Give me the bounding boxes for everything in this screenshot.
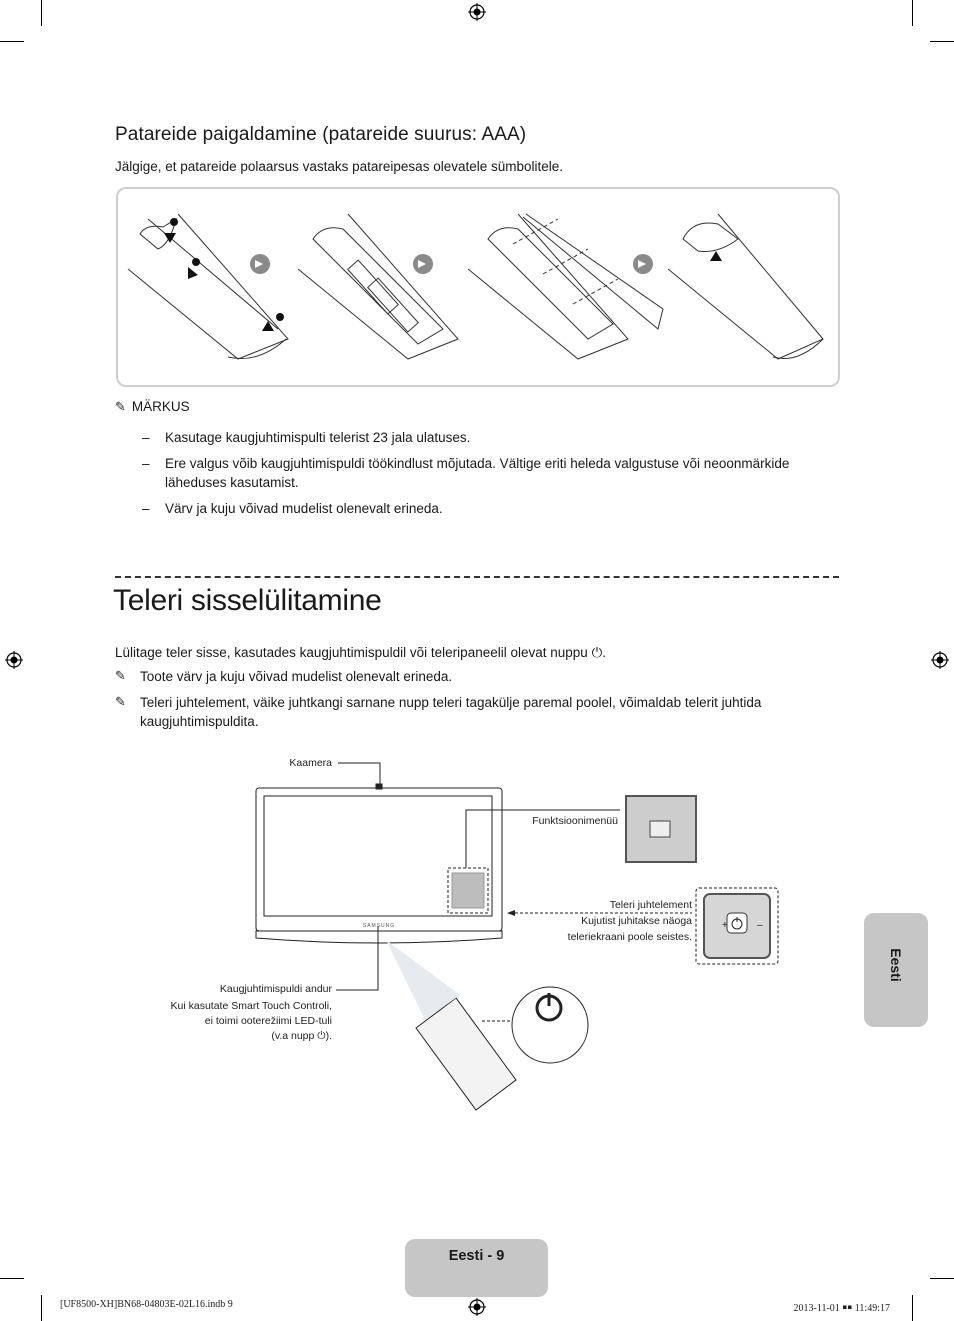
power-instruction: Lülitage teler sisse, kasutades kaugjuhtimispuldil või teleripaneelil olevat nuppu ⏻. [115, 645, 607, 661]
power-icon: ⏻ [591, 645, 603, 661]
section-intro: Jälgige, et patareide polaarsus vastaks patareipesas olevatele sümbolitele. [115, 159, 564, 174]
crop-mark [41, 0, 42, 26]
crop-mark [930, 41, 954, 42]
crop-mark [41, 1295, 42, 1321]
crop-mark [930, 1278, 954, 1279]
note-item-text: Kasutage kaugjuhtimispulti telerist 23 jala ulatuses. [165, 430, 471, 445]
camera-label: Kaamera [289, 757, 332, 769]
note-item-text: Ere valgus võib kaugjuhtimispuldi töökindlust mõjutada. Vältige eriti heleda valgustuse või neoonmärkide läheduses kasutamist. [165, 456, 790, 490]
crop-mark [912, 0, 913, 26]
crop-mark [912, 1295, 913, 1321]
note-heading-text: MÄRKUS [131, 399, 190, 414]
pencil-note-icon: ✎ [115, 695, 126, 710]
controller-description: Kujutist juhitakse näoga [581, 915, 692, 927]
sensor-description: Kui kasutate Smart Touch Controli, [170, 1000, 332, 1012]
crop-mark [0, 1278, 24, 1279]
controller-label: Teleri juhtelement [609, 899, 692, 911]
footer-timestamp: 2013-11-01 ￭￭ 11:49:17 [793, 1303, 890, 1314]
next-step-arrow-icon [250, 254, 653, 274]
tv-diagram [160, 750, 790, 1120]
pencil-note-icon: ✎ [115, 669, 126, 684]
battery-steps-drawing [118, 189, 838, 385]
sensor-description: (v.a nupp ⏻). [271, 1030, 332, 1042]
crop-mark [0, 41, 24, 42]
sensor-label: Kaugjuhtimispuldi andur [219, 983, 332, 995]
registration-mark-icon [5, 651, 23, 669]
registration-mark-icon [468, 3, 486, 21]
registration-mark-icon [931, 651, 949, 669]
sensor-description: ei toimi ooterežiimi LED-tuli [204, 1015, 332, 1027]
note-item-text: Värv ja kuju võivad mudelist olenevalt erineda. [165, 501, 443, 516]
footer-file-info: [UF8500-XH]BN68-04803E-02L16.indb 9 [60, 1299, 233, 1310]
tv-brand-logo: SAMSUNG [362, 923, 396, 929]
language-side-tab: Eesti [864, 913, 928, 1027]
page-number-tab: Eesti - 9 [405, 1239, 548, 1297]
function-menu-label: Funktsioonimenüü [532, 815, 618, 827]
note-heading [115, 399, 190, 415]
volume-plus-label: + [722, 920, 728, 931]
section-title: Patareide paigaldamine (patareide suurus: AAA) [115, 124, 527, 145]
battery-installation-illustration [116, 187, 840, 387]
pencil-note-icon: ✎ [115, 400, 126, 415]
page-title: Teleri sisselülitamine [113, 584, 382, 617]
section-divider [115, 576, 839, 578]
registration-mark-icon [468, 1298, 486, 1316]
controller-description: teleriekraani poole seistes. [567, 931, 692, 943]
volume-minus-label: – [757, 920, 763, 931]
